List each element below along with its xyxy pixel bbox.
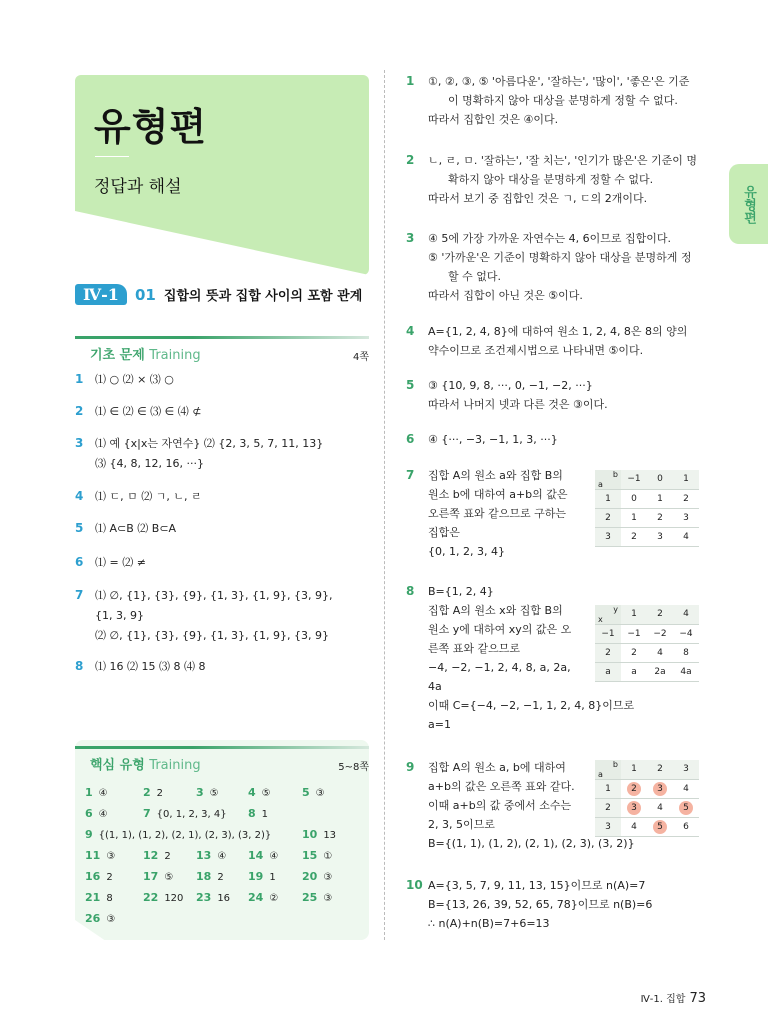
table-col-header: 2 bbox=[647, 605, 673, 624]
table-row-header: 2 bbox=[595, 798, 621, 817]
solution-line: 이때 C={−4, −2, −1, 1, 2, 4, 8}이므로 bbox=[428, 699, 635, 712]
core-answer bbox=[302, 891, 332, 904]
table-cell: 2 bbox=[621, 527, 647, 546]
solution-item bbox=[406, 466, 568, 561]
solution-line: a+b의 값은 오른쪽 표와 같다. bbox=[428, 780, 575, 793]
answer-text: 120 bbox=[164, 893, 184, 904]
table-col-header: −1 bbox=[621, 470, 647, 489]
solution-line: 확하지 않아 대상을 분명하게 정할 수 없다. bbox=[448, 173, 654, 186]
banner-subtitle: 정답과 해설 bbox=[94, 177, 182, 197]
solution-line: 따라서 집합이 아닌 것은 ⑤이다. bbox=[428, 289, 583, 302]
table-cell bbox=[647, 817, 673, 836]
header-bar bbox=[75, 336, 369, 339]
answer-text: ⑴ = ⑵ ≠ bbox=[95, 556, 146, 569]
section-number: 01 bbox=[134, 285, 156, 304]
banner-title: 유형편 bbox=[94, 105, 208, 149]
core-answer bbox=[85, 912, 115, 925]
solution-body bbox=[428, 430, 558, 449]
basic-answer bbox=[75, 433, 323, 474]
highlight-mark: 3 bbox=[627, 801, 641, 815]
answer-number: 11 bbox=[85, 849, 101, 862]
solution-body bbox=[428, 229, 692, 305]
core-answer bbox=[85, 870, 113, 883]
answer-number: 4 bbox=[75, 489, 84, 503]
table-cell: 2a bbox=[647, 662, 673, 681]
table-corner bbox=[595, 760, 621, 779]
solution-line: ∴ n(A)+n(B)=7+6=13 bbox=[428, 917, 550, 930]
core-answer bbox=[85, 849, 115, 862]
basic-page-ref: 4쪽 bbox=[352, 352, 369, 363]
answer-number: 14 bbox=[248, 849, 264, 862]
section-badge: Ⅳ-1 bbox=[75, 284, 127, 305]
solution-line: ③ {10, 9, 8, ···, 0, −1, −2, ···} bbox=[428, 379, 593, 392]
side-tab: 유형편 bbox=[729, 164, 768, 244]
table-cell: 2 bbox=[621, 643, 647, 662]
answer-text: ③ bbox=[106, 914, 116, 925]
answer-text: 13 bbox=[323, 830, 337, 841]
solution-line: 오른쪽 표와 같으므로 구하는 bbox=[428, 507, 567, 520]
core-answer bbox=[85, 891, 113, 904]
answer-text: ⑴ 16 ⑵ 15 ⑶ 8 ⑷ 8 bbox=[95, 660, 206, 673]
answer-number: 5 bbox=[302, 786, 310, 799]
answer-number: 6 bbox=[75, 555, 84, 569]
solution-number: 7 bbox=[406, 468, 415, 482]
table-corner bbox=[595, 470, 621, 489]
core-answer bbox=[302, 786, 325, 799]
solution-line: 이때 a+b의 값 중에서 소수는 bbox=[428, 799, 572, 812]
answer-text: ③ bbox=[323, 893, 333, 904]
answer-text: 2 bbox=[217, 872, 224, 883]
answer-text: ⑴ ㄷ, ㅁ ⑵ ㄱ, ㄴ, ㄹ bbox=[95, 490, 202, 503]
answer-text: ⑴ ∈ ⑵ ∈ ⑶ ∈ ⑷ ⊄ bbox=[95, 405, 202, 418]
table-cell: 4a bbox=[673, 662, 699, 681]
answer-text: 2 bbox=[106, 872, 113, 883]
basic-answer bbox=[75, 401, 201, 422]
core-answer bbox=[302, 828, 336, 841]
solution-number: 4 bbox=[406, 324, 415, 338]
solution-line: A={3, 5, 7, 9, 11, 13, 15}이므로 n(A)=7 bbox=[428, 879, 646, 892]
table-col-header: 3 bbox=[673, 760, 699, 779]
highlight-mark: 3 bbox=[653, 782, 667, 796]
answer-text: 2 bbox=[164, 851, 171, 862]
solution-number: 3 bbox=[406, 231, 415, 245]
table-cell: 1 bbox=[647, 489, 673, 508]
solution-line: 약수이므로 조건제시법으로 나타내면 ⑤이다. bbox=[428, 344, 644, 357]
answer-number: 19 bbox=[248, 870, 264, 883]
solution-line: 4a bbox=[428, 680, 442, 693]
solution-line: 이 명확하지 않아 대상을 분명하게 정할 수 없다. bbox=[448, 94, 678, 107]
solution-item bbox=[406, 376, 608, 414]
answer-text: ③ bbox=[315, 788, 325, 799]
answer-text: ③ bbox=[106, 851, 116, 862]
table-cell bbox=[647, 779, 673, 798]
core-page-ref: 5~8쪽 bbox=[338, 762, 369, 773]
solution-line: A={1, 2, 4, 8}에 대하여 원소 1, 2, 4, 8은 8의 양의 bbox=[428, 325, 688, 338]
solution-line: 따라서 나머지 넷과 다른 것은 ③이다. bbox=[428, 398, 608, 411]
answer-number: 21 bbox=[85, 891, 101, 904]
solution-line: 따라서 집합인 것은 ④이다. bbox=[428, 113, 559, 126]
answer-number: 7 bbox=[143, 807, 151, 820]
solution-item bbox=[406, 876, 652, 933]
table-cell: 1 bbox=[621, 508, 647, 527]
core-answer bbox=[85, 828, 271, 841]
solution-line: −4, −2, −1, 2, 4, 8, a, 2a, bbox=[428, 661, 571, 674]
core-answer bbox=[143, 891, 183, 904]
solution-line: 집합은 bbox=[428, 526, 460, 539]
answer-text: ⑤ bbox=[209, 788, 219, 799]
section-title: 집합의 뜻과 집합 사이의 포함 관계 bbox=[163, 289, 363, 304]
header-bar bbox=[75, 746, 369, 749]
table-row-header: 2 bbox=[595, 508, 621, 527]
solution-line: B={13, 26, 39, 52, 65, 78}이므로 n(B)=6 bbox=[428, 898, 653, 911]
answer-text: ④ bbox=[98, 788, 108, 799]
basic-answer bbox=[75, 552, 146, 573]
answer-text: ④ bbox=[98, 809, 108, 820]
answer-number: 13 bbox=[196, 849, 212, 862]
core-answer bbox=[196, 786, 219, 799]
solution-line: 따라서 보기 중 집합인 것은 ㄱ, ㄷ의 2개이다. bbox=[428, 192, 648, 205]
table-col-header: 4 bbox=[673, 605, 699, 624]
answer-number: 25 bbox=[302, 891, 318, 904]
table-row-header: 1 bbox=[595, 489, 621, 508]
answer-text: ⑴ 예 {x|x는 자연수} ⑵ {2, 3, 5, 7, 11, 13} bbox=[95, 437, 324, 450]
table-cell: 4 bbox=[647, 643, 673, 662]
answer-text: ④ bbox=[269, 851, 279, 862]
solution-line: ⑤ '가까운'은 기준이 명확하지 않아 대상을 분명하게 정 bbox=[428, 251, 692, 264]
table-cell: 2 bbox=[673, 489, 699, 508]
solution-line: 집합 A의 원소 x와 집합 B의 bbox=[428, 604, 563, 617]
answer-number: 15 bbox=[302, 849, 318, 862]
solution-line: B={(1, 1), (1, 2), (2, 1), (2, 3), (3, 2)} bbox=[428, 837, 635, 850]
solution-body bbox=[428, 876, 652, 933]
solution-line: 원소 b에 대하여 a+b의 값은 bbox=[428, 488, 568, 501]
solution-line: a=1 bbox=[428, 718, 451, 731]
table-7 bbox=[595, 470, 699, 547]
solution-body bbox=[428, 322, 687, 360]
table-cell: a bbox=[621, 662, 647, 681]
basic-answer bbox=[75, 369, 174, 390]
answer-text: ⑴ ○ ⑵ × ⑶ ○ bbox=[95, 373, 174, 386]
answer-text: ④ bbox=[217, 851, 227, 862]
basic-answer bbox=[75, 486, 202, 507]
answer-text: ② bbox=[269, 893, 279, 904]
core-answer bbox=[248, 786, 271, 799]
basic-answer bbox=[75, 518, 176, 539]
solution-line: {0, 1, 2, 3, 4} bbox=[428, 545, 505, 558]
core-answer bbox=[85, 807, 108, 820]
core-answer bbox=[85, 786, 108, 799]
answer-number: 17 bbox=[143, 870, 159, 883]
solution-number: 1 bbox=[406, 74, 415, 88]
table-row-header: 3 bbox=[595, 527, 621, 546]
table-row-header: 2 bbox=[595, 643, 621, 662]
answer-text: 8 bbox=[106, 893, 113, 904]
answer-number: 1 bbox=[75, 372, 84, 386]
corner-top: b bbox=[612, 470, 618, 479]
table-cell: 6 bbox=[673, 817, 699, 836]
corner-left: x bbox=[598, 614, 603, 624]
solution-item bbox=[406, 229, 692, 305]
banner-divider bbox=[95, 156, 129, 157]
highlight-mark: 5 bbox=[679, 801, 693, 815]
table-cell: −4 bbox=[673, 624, 699, 643]
core-answer bbox=[143, 870, 173, 883]
answer-number: 6 bbox=[85, 807, 93, 820]
corner-top: y bbox=[613, 605, 618, 614]
corner-left: a bbox=[598, 479, 603, 489]
answer-text: ⑴ A⊂B ⑵ B⊂A bbox=[95, 522, 177, 535]
solution-number: 6 bbox=[406, 432, 415, 446]
table-cell: 8 bbox=[673, 643, 699, 662]
table-row-header: −1 bbox=[595, 624, 621, 643]
answer-number: 22 bbox=[143, 891, 159, 904]
table-cell: 0 bbox=[621, 489, 647, 508]
solution-item bbox=[406, 151, 697, 208]
solution-line: 른쪽 표와 같으므로 bbox=[428, 642, 521, 655]
table-row-header: a bbox=[595, 662, 621, 681]
column-divider bbox=[384, 70, 385, 940]
solution-line: ④ {···, −3, −1, 1, 3, ···} bbox=[428, 433, 558, 446]
table-col-header: 1 bbox=[621, 605, 647, 624]
table-row-header: 3 bbox=[595, 817, 621, 836]
solution-number: 2 bbox=[406, 153, 415, 167]
answer-number: 16 bbox=[85, 870, 101, 883]
table-8 bbox=[595, 605, 699, 682]
solution-line: ㄴ, ㄹ, ㅁ. '잘하는', '잘 치는', '인기가 많은'은 기준이 명 bbox=[428, 154, 697, 167]
table-col-header: 0 bbox=[647, 470, 673, 489]
table-cell bbox=[621, 779, 647, 798]
answer-number: 7 bbox=[75, 588, 84, 602]
answer-number: 18 bbox=[196, 870, 212, 883]
highlight-mark: 5 bbox=[653, 820, 667, 834]
solution-body bbox=[428, 466, 568, 561]
page-number: 73 bbox=[689, 991, 706, 1006]
table-cell: −2 bbox=[647, 624, 673, 643]
answer-text: ⑶ {4, 8, 12, 16, ···} bbox=[95, 457, 204, 470]
answer-number: 8 bbox=[75, 659, 84, 673]
table-cell: 4 bbox=[673, 527, 699, 546]
core-answer bbox=[196, 849, 226, 862]
solution-number: 9 bbox=[406, 760, 415, 774]
basic-answer bbox=[75, 656, 205, 677]
answer-number: 9 bbox=[85, 828, 93, 841]
solution-item bbox=[406, 322, 687, 360]
answer-text: 16 bbox=[217, 893, 231, 904]
answer-text: {1, 3, 9} bbox=[95, 609, 144, 622]
basic-title: 기초 문제 Training bbox=[90, 348, 201, 363]
table-col-header: 1 bbox=[621, 760, 647, 779]
core-answer bbox=[302, 870, 332, 883]
solution-line: B={1, 2, 4} bbox=[428, 585, 494, 598]
solution-line: 원소 y에 대하여 xy의 값은 오 bbox=[428, 623, 572, 636]
answer-text: 1 bbox=[261, 809, 269, 820]
core-answer bbox=[248, 891, 278, 904]
solution-line: ④ 5에 가장 가까운 자연수는 4, 6이므로 집합이다. bbox=[428, 232, 671, 245]
table-cell bbox=[621, 798, 647, 817]
answer-number: 2 bbox=[143, 786, 151, 799]
solution-body bbox=[428, 151, 697, 208]
core-answer bbox=[143, 849, 171, 862]
table-col-header: 2 bbox=[647, 760, 673, 779]
core-title: 핵심 유형 Training bbox=[90, 758, 201, 773]
answer-number: 26 bbox=[85, 912, 101, 925]
core-answer bbox=[248, 870, 276, 883]
solution-line: 할 수 없다. bbox=[448, 270, 501, 283]
core-training-header bbox=[75, 746, 369, 776]
core-answer bbox=[143, 807, 227, 820]
table-col-header: 1 bbox=[673, 470, 699, 489]
core-answer bbox=[143, 786, 163, 799]
table-cell: 3 bbox=[647, 527, 673, 546]
answer-number: 20 bbox=[302, 870, 318, 883]
answer-number: 24 bbox=[248, 891, 264, 904]
table-9 bbox=[595, 760, 699, 837]
corner-left: a bbox=[598, 769, 603, 779]
table-cell: 4 bbox=[647, 798, 673, 817]
answer-text: {0, 1, 2, 3, 4} bbox=[156, 809, 227, 820]
answer-number: 4 bbox=[248, 786, 256, 799]
answer-text: ⑵ ∅, {1}, {3}, {9}, {1, 3}, {1, 9}, {3, 9} bbox=[95, 629, 329, 642]
table-cell: 4 bbox=[673, 779, 699, 798]
table-cell: 3 bbox=[673, 508, 699, 527]
solution-item bbox=[406, 430, 558, 449]
core-answer bbox=[302, 849, 332, 862]
answer-text: ① bbox=[323, 851, 333, 862]
table-cell bbox=[673, 798, 699, 817]
solution-line: 2, 3, 5이므로 bbox=[428, 818, 495, 831]
core-answer bbox=[248, 807, 268, 820]
answer-number: 3 bbox=[75, 436, 84, 450]
solution-line: 집합 A의 원소 a, b에 대하여 bbox=[428, 761, 566, 774]
answer-text: ⑴ ∅, {1}, {3}, {9}, {1, 3}, {1, 9}, {3, 9}, bbox=[95, 589, 333, 602]
answer-number: 3 bbox=[196, 786, 204, 799]
table-row-header: 1 bbox=[595, 779, 621, 798]
answer-number: 1 bbox=[85, 786, 93, 799]
section-heading bbox=[75, 284, 362, 305]
answer-text: ⑤ bbox=[164, 872, 174, 883]
answer-number: 2 bbox=[75, 404, 84, 418]
answer-text: ③ bbox=[323, 872, 333, 883]
solution-number: 10 bbox=[406, 878, 423, 892]
solution-body bbox=[428, 376, 608, 414]
table-cell: 4 bbox=[621, 817, 647, 836]
footer-label: Ⅳ-1. 집합 bbox=[640, 994, 686, 1005]
answer-number: 12 bbox=[143, 849, 159, 862]
table-corner bbox=[595, 605, 621, 624]
answer-text: 2 bbox=[156, 788, 164, 799]
solution-number: 5 bbox=[406, 378, 415, 392]
corner-top: b bbox=[612, 760, 618, 769]
answer-number: 5 bbox=[75, 521, 84, 535]
answer-number: 8 bbox=[248, 807, 256, 820]
core-answer bbox=[196, 870, 224, 883]
highlight-mark: 2 bbox=[627, 782, 641, 796]
solution-body bbox=[428, 72, 689, 129]
solution-number: 8 bbox=[406, 584, 415, 598]
answer-text: {(1, 1), (1, 2), (2, 1), (2, 3), (3, 2)} bbox=[98, 830, 272, 841]
core-answer bbox=[196, 891, 230, 904]
basic-training-header bbox=[75, 336, 369, 366]
solution-item bbox=[406, 72, 689, 129]
core-answer bbox=[248, 849, 278, 862]
answer-text: 1 bbox=[269, 872, 276, 883]
table-cell: −1 bbox=[621, 624, 647, 643]
page-footer bbox=[641, 990, 706, 1006]
basic-answer bbox=[75, 585, 332, 646]
solution-line: 집합 A의 원소 a와 집합 B의 bbox=[428, 469, 563, 482]
answer-text: ⑤ bbox=[261, 788, 271, 799]
answer-number: 23 bbox=[196, 891, 212, 904]
solution-line: ①, ②, ③, ⑤ '아름다운', '잘하는', '많이', '좋은'은 기준 bbox=[428, 75, 690, 88]
table-cell: 2 bbox=[647, 508, 673, 527]
answer-number: 10 bbox=[302, 828, 318, 841]
